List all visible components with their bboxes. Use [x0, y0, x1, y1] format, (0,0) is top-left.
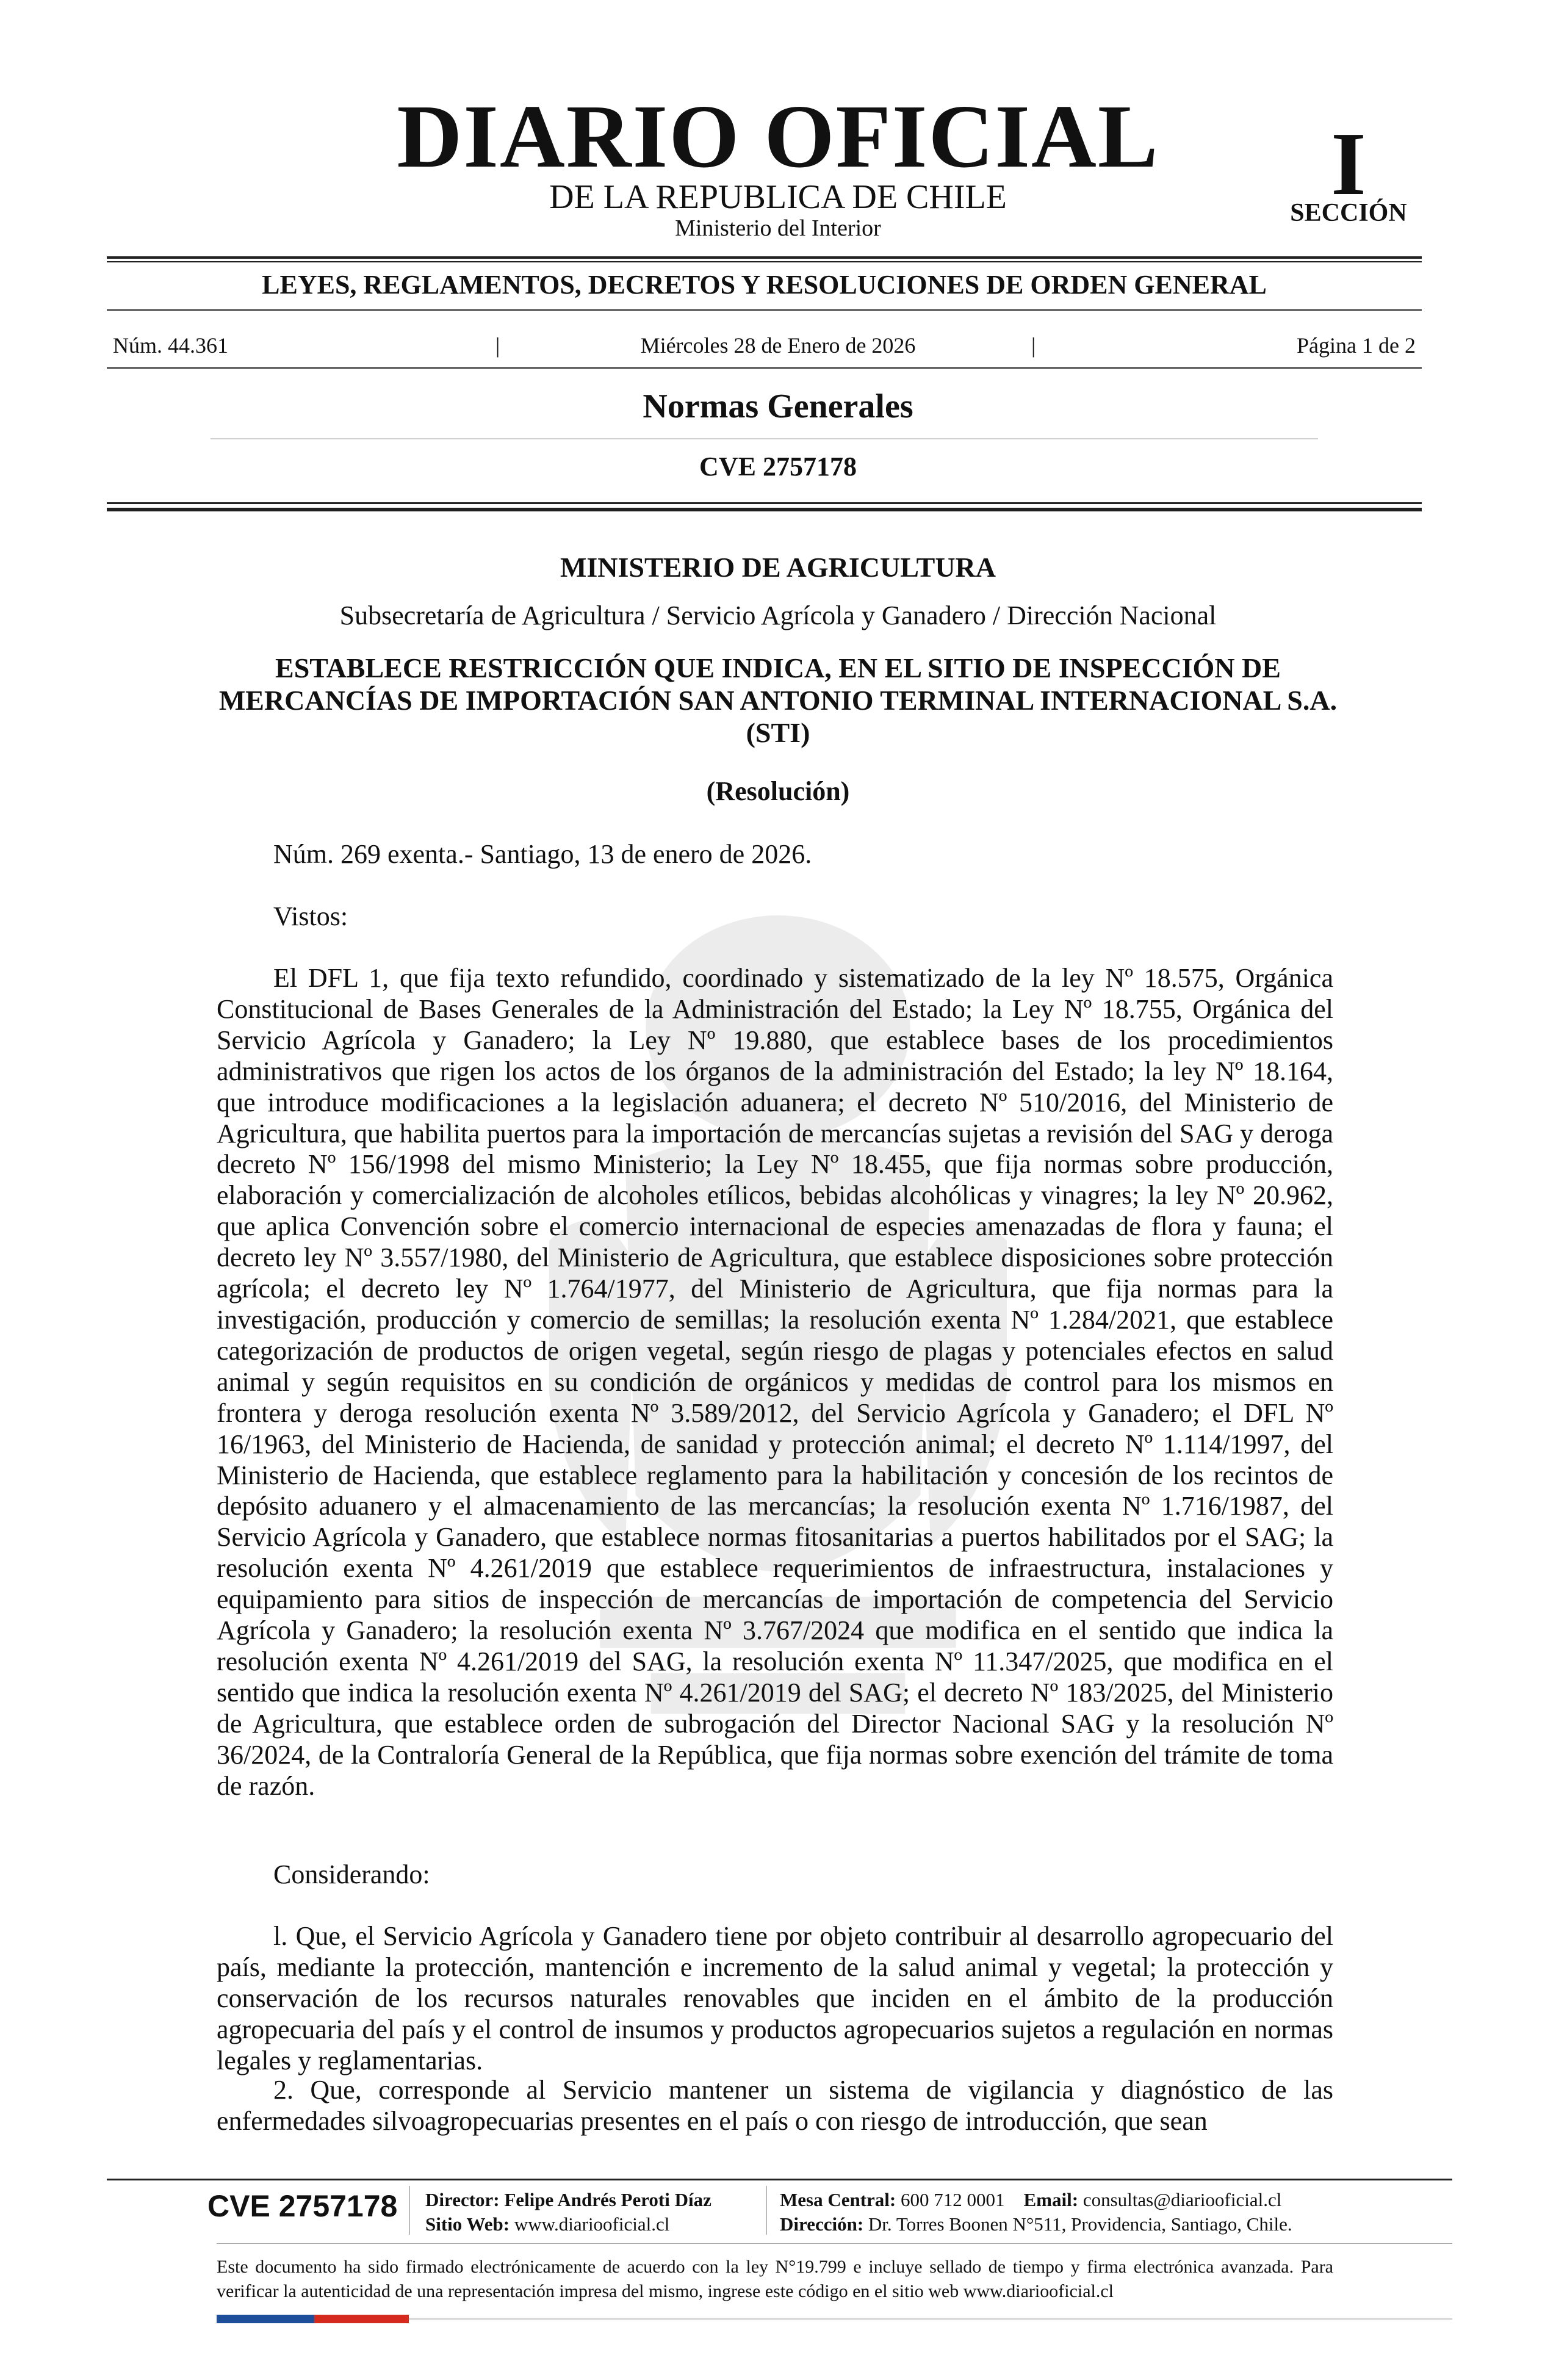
vistos-label: Vistos: [273, 901, 348, 931]
director-name: Felipe Andrés Peroti Díaz [504, 2189, 711, 2210]
section-label: SECCIÓN [1290, 199, 1407, 227]
legal-notice: Este documento ha sido firmado electrónicamente de acuerdo con la ley N°19.799 e incluye sellado de tiempo y firma electrónica avanzada. Para verificar la autenticidad de una representación impresa del mismo, ingrese este código en el sitio web www.diariooficial.cl [217, 2257, 1333, 2301]
issue-date: Miércoles 28 de Enero de 2026 [640, 333, 916, 358]
document-ministry: MINISTERIO DE AGRICULTURA [560, 552, 996, 583]
document-subsecretaria: Subsecretaría de Agricultura / Servicio Agrícola y Ganadero / Dirección Nacional [339, 600, 1217, 630]
top-rule-thin [107, 261, 1422, 262]
category-rule [107, 309, 1422, 311]
section-number: I [1331, 114, 1366, 214]
phone-label: Mesa Central: [780, 2189, 896, 2210]
footer-separator [409, 2186, 410, 2235]
masthead-subtitle: DE LA REPUBLICA DE CHILE [549, 178, 1007, 216]
footer-separator [766, 2186, 767, 2235]
top-rule [107, 256, 1422, 259]
footer-cve-code: CVE 2757178 [207, 2189, 398, 2223]
issue-separator: | [1031, 333, 1036, 358]
vistos-paragraph: El DFL 1, que fija texto refundido, coordinado y sistematizado de la ley Nº 18.575, Orgánica Constitucional de Bases Generales de la Administración del Estado; la Ley Nº 18.755, Orgánica del Servicio Agrícola y Ganadero; la Ley Nº 19.880, que establece bases de los procedimientos administrativos que rigen los actos de los órganos de la administración del Estado; la ley Nº 18.164, que introduce modificaciones a la legislación aduanera; el decreto Nº 510/2016, del Ministerio de Agricultura, que habilita puertos para la importación de mercancías sujetas a revisión del SAG y deroga decreto Nº 156/1998 del mismo Ministerio; la Ley Nº 18.455, que fija normas sobre producción, elaboración y comercialización de alcoholes etílicos, bebidas alcohólicas y vinagres; la ley Nº 20.962, que aplica Convención sobre el comercio internacional de especies amenazadas de flora y fauna; el decreto ley Nº 3.557/1980, del Ministerio de Agricultura, que establece disposiciones sobre protección agrícola; el decreto ley Nº 1.764/1977, del Ministerio de Agricultura, que fija normas para la investigación, producción y comercio de semillas; la resolución exenta Nº 1.284/2021, que establece categorización de productos de origen vegetal, según riesgo de plagas y potenciales efectos en salud animal y según requisitos en su condición de orgánicos y medidas de control para los mismos en frontera y deroga resolución exenta Nº 3.589/2012, del Servicio Agrícola y Ganadero; el DFL Nº 16/1963, del Ministerio de Hacienda, de sanidad y protección animal; el decreto Nº 1.114/1997, del Ministerio de Hacienda, que establece reglamento para la habilitación y concesión de los recintos de depósito aduanero y el almacenamiento de las mercancías; la resolución exenta Nº 1.716/1987, del Servicio Agrícola y Ganadero, que establece normas fitosanitarias a puertos habilitados por el SAG; la resolución exenta Nº 4.261/2019 que establece requerimientos de infraestructura, instalaciones y equipamiento para sitios de inspección de mercancías de importación de competencia del Servicio Agrícola y Ganadero; la resolución exenta Nº 3.767/2024 que modifica en el sentido que indica la resolución exenta Nº 4.261/2019 del SAG, la resolución exenta Nº 11.347/2025, que modifica en el sentido que indica la resolución exenta Nº 4.261/2019 del SAG; el decreto Nº 183/2025, del Ministerio de Agricultura, que establece orden de subrogación del Director Nacional SAG y la resolución Nº 36/2024, de la Contraloría General de la República, que fija normas sobre exención del trámite de toma de razón. [217, 963, 1333, 1801]
section-divider [211, 438, 1318, 439]
masthead-title: DIARIO OFICIAL [397, 87, 1159, 187]
document-type: (Resolución) [706, 776, 850, 806]
footer-director-block [425, 2188, 711, 2237]
issue-page: Página 1 de 2 [1297, 333, 1416, 358]
address-value: Dr. Torres Boonen N°511, Providencia, Santiago, Chile. [868, 2213, 1292, 2235]
footer-divider [217, 2243, 1452, 2244]
flag-stripe-blue [217, 2315, 314, 2323]
issue-separator: | [495, 333, 500, 358]
address-label: Dirección: [780, 2213, 864, 2235]
considerando-label: Considerando: [273, 1859, 430, 1889]
footer-bottom-rule [409, 2318, 1452, 2320]
resolution-number: Núm. 269 exenta.- Santiago, 13 de enero de 2026. [273, 839, 812, 869]
footer-contact-block [780, 2188, 1292, 2237]
header-rule-thick [107, 508, 1422, 511]
considerando-item-2: 2. Que, corresponde al Servicio mantener un sistema de vigilancia y diagnóstico de las enfermedades silvoagropecuarias presentes en el país o con riesgo de introducción, que sean [217, 2075, 1333, 2136]
site-value: www.diariooficial.cl [514, 2213, 670, 2235]
email-label: Email: [1023, 2189, 1079, 2210]
document-title: ESTABLECE RESTRICCIÓN QUE INDICA, EN EL SITIO DE INSPECCIÓN DE MERCANCÍAS DE IMPORTACIÓN SAN ANTONIO TERMINAL INTERNACIONAL S.A. (STI) [218, 652, 1338, 748]
email-value: consultas@diariooficial.cl [1082, 2189, 1282, 2210]
director-label: Director: [425, 2189, 500, 2210]
flag-stripe-red [314, 2315, 409, 2323]
issue-rule [107, 367, 1422, 369]
section-heading: Normas Generales [643, 388, 913, 425]
footer-rule [107, 2179, 1452, 2180]
header-rule [107, 502, 1422, 504]
issue-number: Núm. 44.361 [113, 333, 228, 358]
category-heading: LEYES, REGLAMENTOS, DECRETOS Y RESOLUCIONES DE ORDEN GENERAL [262, 270, 1267, 300]
masthead-ministry: Ministerio del Interior [675, 215, 881, 241]
site-label: Sitio Web: [425, 2213, 510, 2235]
cve-code: CVE 2757178 [699, 452, 857, 481]
phone-value: 600 712 0001 [901, 2189, 1005, 2210]
considerando-item-1: l. Que, el Servicio Agrícola y Ganadero tiene por objeto contribuir al desarrollo agropecuario del país, mediante la protección, mantención e incremento de la salud animal y vegetal; la protección y conservación de los recursos naturales renovables que inciden en el ámbito de la producción agropecuaria del país y el control de insumos y productos agropecuarios sujetos a regulación en normas legales y reglamentarias. [217, 1921, 1333, 2075]
